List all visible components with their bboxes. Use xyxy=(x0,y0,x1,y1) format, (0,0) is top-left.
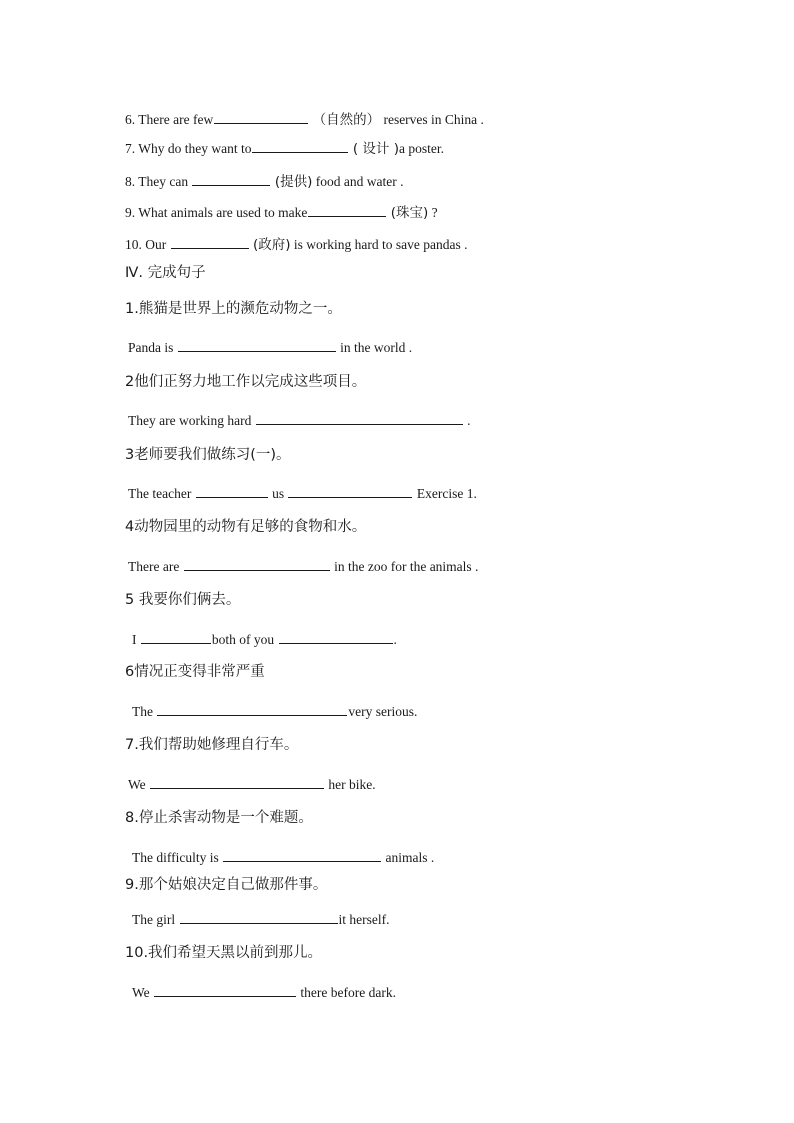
answer-blank[interactable] xyxy=(180,910,338,924)
part3-item-10: 10. Our (政府) is working hard to save pandas . xyxy=(125,237,468,253)
answer-blank[interactable] xyxy=(184,557,330,571)
part4-prompt-7: 7.我们帮助她修理自行车。 xyxy=(125,737,299,753)
answer-blank[interactable] xyxy=(279,630,393,644)
part4-prompt-5: 5 我要你们俩去。 xyxy=(125,592,241,608)
answer-blank[interactable] xyxy=(157,702,347,716)
answer-blank[interactable] xyxy=(154,983,296,997)
answer-blank[interactable] xyxy=(308,203,386,217)
answer-blank[interactable] xyxy=(288,484,412,498)
part4-answer-9: The girl it herself. xyxy=(132,912,390,927)
part4-prompt-8: 8.停止杀害动物是一个难题。 xyxy=(125,810,313,826)
answer-blank[interactable] xyxy=(223,848,381,862)
answer-blank[interactable] xyxy=(141,630,211,644)
part4-answer-3: The teacher us Exercise 1. xyxy=(128,486,477,501)
part4-answer-6: The very serious. xyxy=(132,704,418,719)
part4-answer-1: Panda is in the world . xyxy=(128,340,413,355)
part4-answer-2: They are working hard . xyxy=(128,413,471,428)
part4-prompt-9: 9.那个姑娘决定自己做那件事。 xyxy=(125,877,328,893)
part4-answer-10: We there before dark. xyxy=(132,985,396,1000)
part4-prompt-1: 1.熊猫是世界上的濒危动物之一。 xyxy=(125,301,342,317)
answer-blank[interactable] xyxy=(256,411,463,425)
part3-item-7: 7. Why do they want to ( 设计 )a poster. xyxy=(125,141,444,157)
answer-blank[interactable] xyxy=(150,775,324,789)
answer-blank[interactable] xyxy=(214,110,308,124)
section-title: Ⅳ. 完成句子 xyxy=(125,265,206,281)
part4-prompt-2: 2他们正努力地工作以完成这些项目。 xyxy=(125,374,367,390)
answer-blank[interactable] xyxy=(196,484,268,498)
part4-answer-4: There are in the zoo for the animals . xyxy=(128,559,479,574)
part4-prompt-3: 3老师要我们做练习(一)。 xyxy=(125,447,291,463)
answer-blank[interactable] xyxy=(252,139,348,153)
part4-prompt-6: 6情况正变得非常严重 xyxy=(125,664,265,680)
part4-prompt-4: 4动物园里的动物有足够的食物和水。 xyxy=(125,519,367,535)
answer-blank[interactable] xyxy=(178,338,336,352)
part4-answer-5: I both of you . xyxy=(132,632,397,647)
part4-answer-8: The difficulty is animals . xyxy=(132,850,435,865)
part3-item-6: 6. There are few （自然的） reserves in China . xyxy=(125,112,484,128)
answer-blank[interactable] xyxy=(171,235,249,249)
answer-blank[interactable] xyxy=(192,172,270,186)
part4-answer-7: We her bike. xyxy=(128,777,376,792)
part4-prompt-10: 10.我们希望天黑以前到那儿。 xyxy=(125,945,323,961)
part3-item-9: 9. What animals are used to make (珠宝) ? xyxy=(125,205,438,221)
part3-item-8: 8. They can (提供) food and water . xyxy=(125,174,404,190)
